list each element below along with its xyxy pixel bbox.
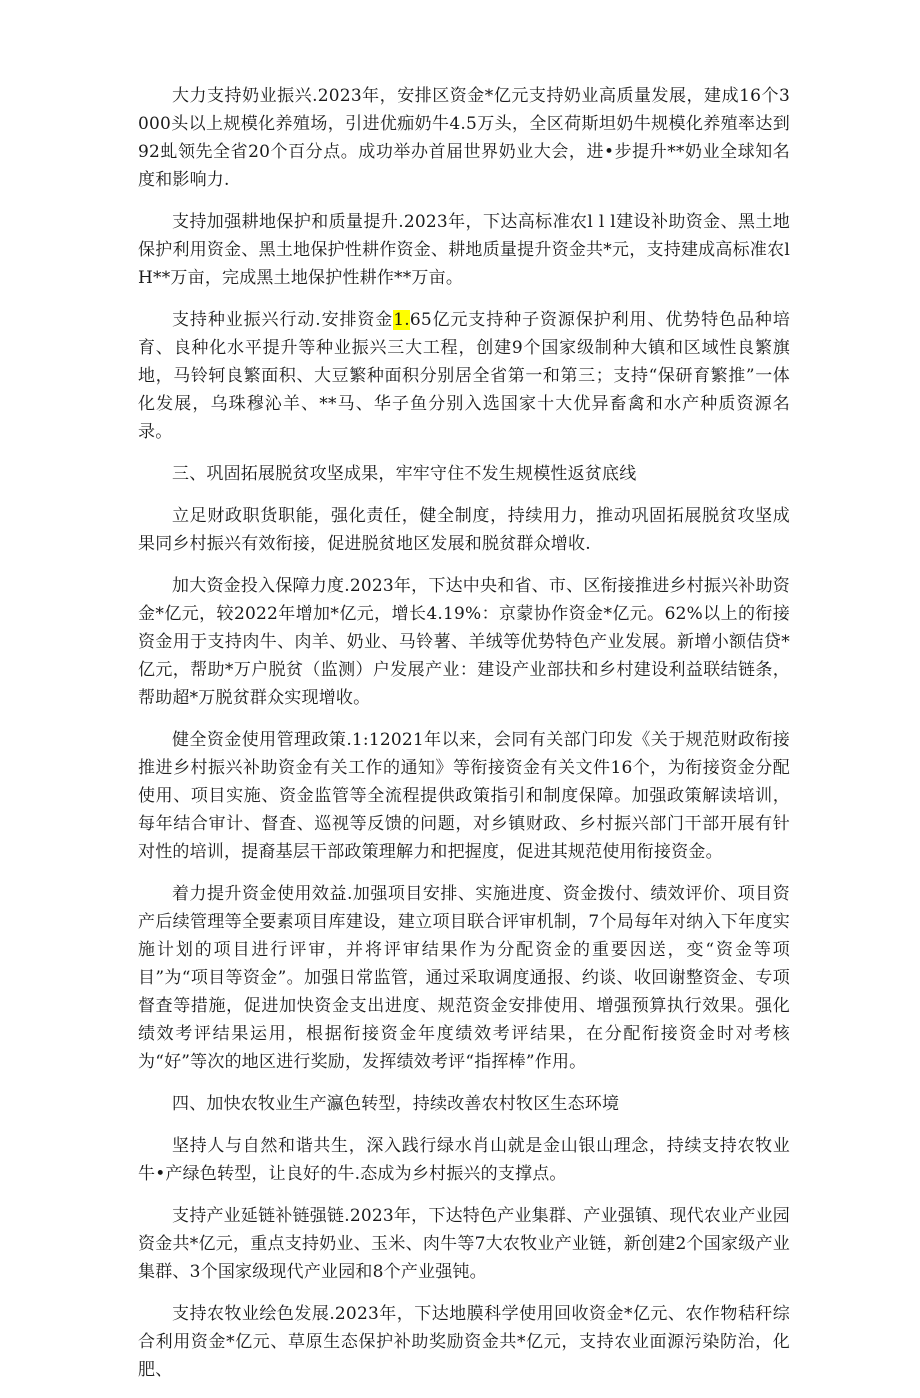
paragraph-industry-chain: 支持产业延链补链强链.2023年，下达特色产业集群、产业强镇、现代农业产业园资金共*亿元，重点支持奶业、玉米、肉牛等7大农牧业产业链，新创建2个国家级产业集群、3个国家级现代产业园和8个产业强钝。: [138, 1206, 790, 1282]
paragraph-poverty-intro: 立足财政职货职能，强化责任，健全制度，持续用力，推动巩固拓展脱贫攻坚成果同乡村振兴有效衔接，促进脱贫地区发展和脱贫群众增收.: [138, 506, 790, 554]
document-body: [138, 82, 790, 1398]
paragraph-efficiency: 着力提升资金使用效益.加强项目安排、实施进度、资金拨付、绩效评价、项目资产后续管理等全要素项目库建设，建立项目联合评审机制，7个局每年对纳入下年度实施计划的项目进行评审，并将评审结果作为分配资金的重要因送，变“资金等项目”为“项目等资金”。加强日常监管，通过采取调度通报、约谈、收回谢整资金、专项督査等措施，促进加快资金支出进度、规范资金安排使用、增强预算执行效果。强化绩效考评结果运用，根据衔接资金年度绩效考评结果，在分配衔接资金时对考核为“好”等次的地区进行奖励，发挥绩效考评“指挥棒”作用。: [138, 884, 790, 1072]
paragraph-seed-industry-end: 65亿元支持种子资源保护利用、优势特色品种培育、良种化水平提升等种业振兴三大工程，创建9个国家级制种大镇和区域性良繁旗地，马铃轲良繁面积、大豆繁种面积分别居全省第一和第三；支持“保研育繁推”一体化发展，乌珠穆沁羊、**马、华子鱼分别入选国家十大优异畜禽和水产种质资源名录。: [138, 310, 790, 442]
paragraph-funding: 加大资金投入保障力度.2023年，下达中央和省、市、区衔接推进乡村振兴补助资金*亿元，较2022年增加*亿元，增长4.19%：京蒙协作资金*亿元。62%以上的衔接资金用于支持肉牛、肉羊、奶业、马铃薯、羊绒等优势特色产业发展。新增小额佶贷*亿元，帮助*万户脱贫（监测）户发展产业：建设产业部扶和乡村建设利益联结链条，帮助超*万脱贫群众实现增收。: [138, 576, 790, 708]
paragraph-farmland: 支持加强耕地保护和质量提升.2023年，下达高标准农l l l建设补助资金、黑土地保护利用资金、黑土地保护性耕作资金、耕地质量提升资金共*元，支持建成高标准农lH**万亩，完成黑土地保护性耕作**万亩。: [138, 212, 790, 288]
paragraph-seed-industry-start: 支持种业振兴行动.安排资金: [172, 310, 394, 330]
paragraph-green-development: 支持农牧业绘色发展.2023年，下达地膜科学使用回收资金*亿元、农作物秸秆综合利用资金*亿元、草原生态保护补助奖励资金共*亿元，支持农业面源污染防治，化肥、: [138, 1304, 790, 1380]
paragraph-green-intro: 坚持人与自然和谐共生，深入践行绿水肖山就是金山银山理念，持续支持农牧业牛•产绿色转型，让良好的牛.态成为乡村振兴的支撑点。: [138, 1136, 790, 1184]
paragraph-policy: 健全资金使用管理政策.1:12021年以来，会同有关部门印发《关于规范财政衔接推进乡村振兴补助资金有关工作的通知》等衔接资金有关文件16个，为衔接资金分配使用、项目实施、资金监管等全流程提供政策指引和制度保障。加强政策解读培训，每年结合审计、督査、巡视等反馈的问题，对乡镇财政、乡村振兴部门干部开展有针对性的培训，提裔基层干部政策理解力和把握度，促进其规范使用衔接资金。: [138, 730, 790, 862]
highlighted-text: 1.: [393, 310, 410, 330]
paragraph-dairy: 大力支持奶业振兴.2023年，安排区资金*亿元支持奶业高质量发展，建成16个3000头以上规模化养殖场，引进优痂奶牛4.5万头，全区荷斯坦奶牛规模化养殖率达到92虬领先全省20个百分点。成功举办首届世界奶业大会，进•步提升**奶业全球知名度和影响力.: [138, 86, 790, 190]
paragraph-seed-industry: [138, 306, 790, 446]
section-heading-3: 三、巩固拓展脱贫攻坚成果，牢牢守住不发生规模性返贫底线: [172, 464, 637, 484]
section-heading-4: 四、加快农牧业生产瀛色转型，持续改善农村牧区生态环境: [172, 1094, 620, 1114]
